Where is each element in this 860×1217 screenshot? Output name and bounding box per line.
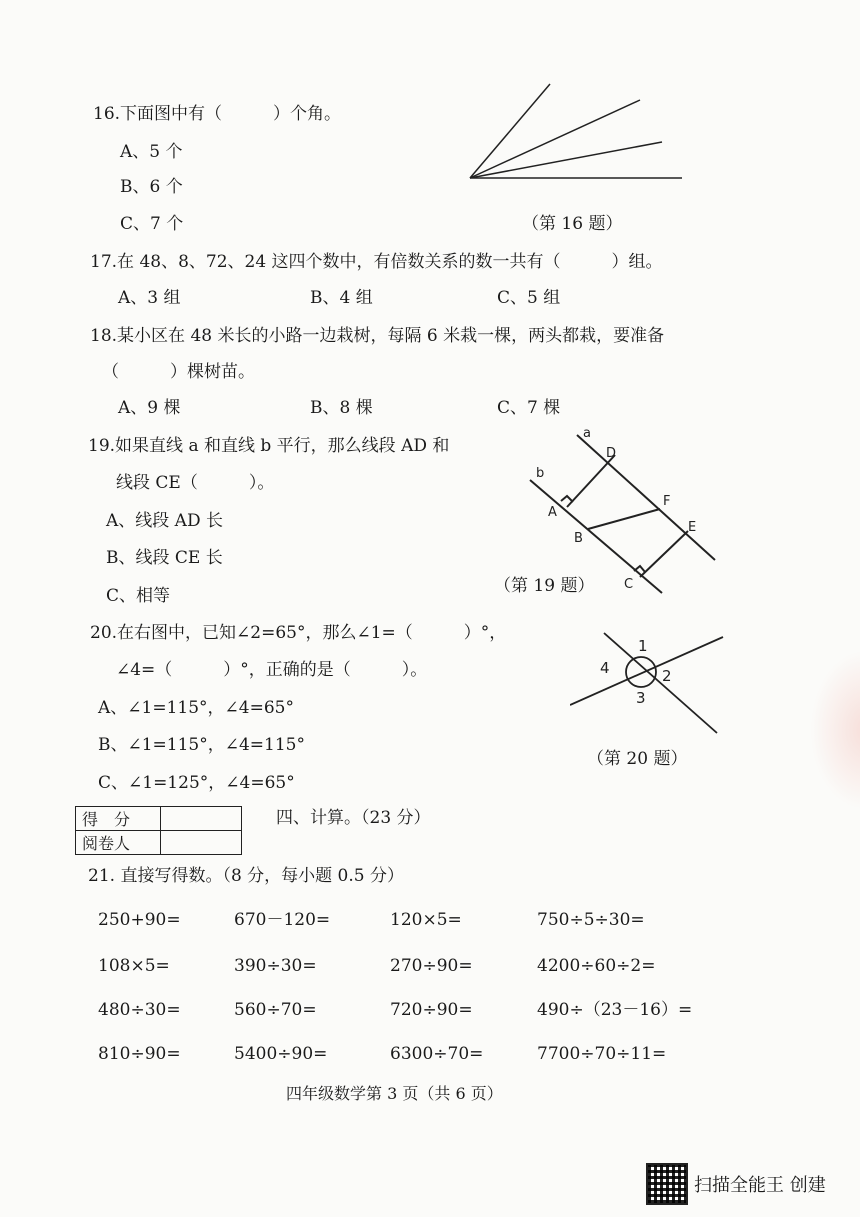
score-cell[interactable] [161,807,242,831]
watermark-text: 扫描全能王 创建 [694,1175,826,1196]
q18-option-b: B、8 棵 [310,398,373,418]
scanner-watermark [646,1163,826,1205]
q16-stem: 16.下面图中有（ ）个角。 [93,104,342,124]
q19-parallel-lines-figure [520,425,730,600]
calc-r2c2: 390÷30= [234,956,317,976]
q19-stem-line1: 19.如果直线 a 和直线 b 平行，那么线段 AD 和 [88,436,450,456]
q21-stem: 21. 直接写得数。（8 分，每小题 0.5 分） [88,866,405,886]
q19-label-B: B [574,531,583,546]
calc-r1c3: 120×5= [390,910,462,930]
q19-label-C: C [624,577,634,592]
q20-label-2: 2 [662,667,672,685]
calc-r1c1: 250+90= [98,910,181,930]
q18-stem-line2: （ ）棵树苗。 [102,362,255,382]
qr-code-icon [646,1163,688,1205]
grader-label: 阅卷人 [76,831,161,855]
q18-option-a: A、9 棵 [118,398,181,418]
q19-label-a: a [583,426,591,441]
q19-label-b: b [536,466,545,481]
calc-r3c4: 490÷（23－16）= [537,1000,693,1020]
q19-label-E: E [688,520,697,535]
q19-label-F: F [663,494,671,509]
q17-option-b: B、4 组 [310,288,373,308]
q16-angle-figure [460,80,700,190]
q20-caption: （第 20 题） [587,749,688,769]
q19-option-c: C、相等 [106,586,171,606]
calc-r4c1: 810÷90= [98,1044,181,1064]
q19-label-D: D [606,446,617,461]
score-box [75,806,242,855]
calc-r3c2: 560÷70= [234,1000,317,1020]
q20-stem-line1: 20.在右图中，已知∠2=65°，那么∠1=（ ）°， [90,623,507,643]
calc-r2c3: 270÷90= [390,956,473,976]
q19-caption: （第 19 题） [494,576,595,596]
q16-caption: （第 16 题） [522,214,623,234]
calc-r4c4: 7700÷70÷11= [537,1044,667,1064]
calc-r1c4: 750÷5÷30= [537,910,645,930]
q19-label-A: A [548,505,557,520]
q20-label-1: 1 [638,637,648,655]
page-footer: 四年级数学第 3 页（共 6 页） [286,1084,503,1103]
q20-intersecting-lines-figure [570,625,735,740]
q20-option-b: B、∠1=115°，∠4=115° [98,735,305,755]
q20-stem-line2: ∠4=（ ）°，正确的是（ ）。 [116,660,428,680]
q18-stem-line1: 18.某小区在 48 米长的小路一边栽树，每隔 6 米栽一棵，两头都栽，要准备 [90,326,665,346]
q19-stem-line2: 线段 CE（ ）。 [116,473,275,493]
q16-option-b: B、6 个 [120,177,183,197]
q18-option-c: C、7 棵 [497,398,561,418]
page-stain [810,650,860,810]
calc-r4c3: 6300÷70= [390,1044,484,1064]
q19-option-b: B、线段 CE 长 [106,548,223,568]
calc-r1c2: 670－120= [234,910,331,930]
section4-title: 四、计算。（23 分） [276,808,431,828]
q20-option-c: C、∠1=125°，∠4=65° [98,773,295,793]
score-label: 得 分 [76,807,161,831]
q17-option-a: A、3 组 [118,288,181,308]
grader-cell[interactable] [161,831,242,855]
calc-r3c1: 480÷30= [98,1000,181,1020]
q20-label-4: 4 [600,659,610,677]
q20-label-3: 3 [636,689,646,707]
q17-option-c: C、5 组 [497,288,561,308]
q19-option-a: A、线段 AD 长 [106,511,223,531]
calc-r2c1: 108×5= [98,956,170,976]
q20-option-a: A、∠1=115°，∠4=65° [98,698,294,718]
q16-option-a: A、5 个 [120,142,183,162]
q17-stem: 17.在 48、8、72、24 这四个数中，有倍数关系的数一共有（ ）组。 [90,252,663,272]
calc-r2c4: 4200÷60÷2= [537,956,656,976]
calc-r4c2: 5400÷90= [234,1044,328,1064]
calc-r3c3: 720÷90= [390,1000,473,1020]
q16-option-c: C、7 个 [120,214,184,234]
